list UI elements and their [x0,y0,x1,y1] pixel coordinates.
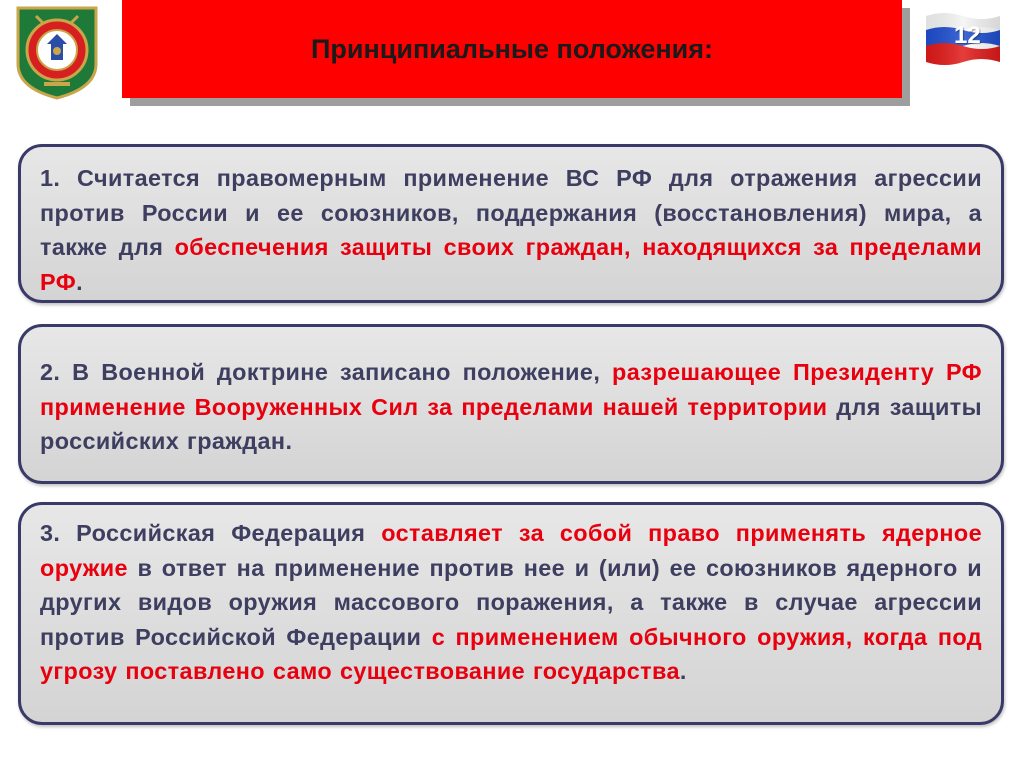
text-segment: 3. Российская Федерация [40,520,382,546]
military-university-emblem-icon [14,4,100,100]
highlighted-text-segment: с применением обычного оружия, когда под угрозу поставлено само существование государства [40,623,982,685]
highlighted-text-segment: обеспечения защиты своих граждан, находящихся за пределами РФ [40,234,982,295]
point-card-1 [18,144,1004,303]
point-card-3 [18,502,1004,725]
text-segment: для защиты российских граждан. [40,393,982,455]
text-segment: 2. В Военной доктрине записано положение, [40,359,613,385]
text-segment: в ответ на применение против нее и (или) ее союзников ядерного и других видов оружия массового поражения, а также в случае агрессии против Российской Федерации [40,554,982,650]
text-segment: . [679,658,687,685]
point-text-2 [40,355,982,459]
point-card-2 [18,324,1004,484]
text-segment: . [76,268,83,295]
title-bar [122,0,902,98]
point-text-3 [40,516,982,689]
text-segment: 1. Считается правомерным применение ВС РФ для отражения агрессии против России и ее союзников, поддержания (восстановления) мира, а также для [40,165,982,261]
highlighted-text-segment: оставляет за собой право применять ядерное оружие [40,520,982,581]
highlighted-text-segment: разрешающее Президенту РФ применение Вооруженных Сил за пределами нашей территории [40,359,982,420]
point-text-1 [40,161,982,299]
slide-title: Принципиальные положения: [310,33,714,64]
page-number: 12 [954,22,981,49]
